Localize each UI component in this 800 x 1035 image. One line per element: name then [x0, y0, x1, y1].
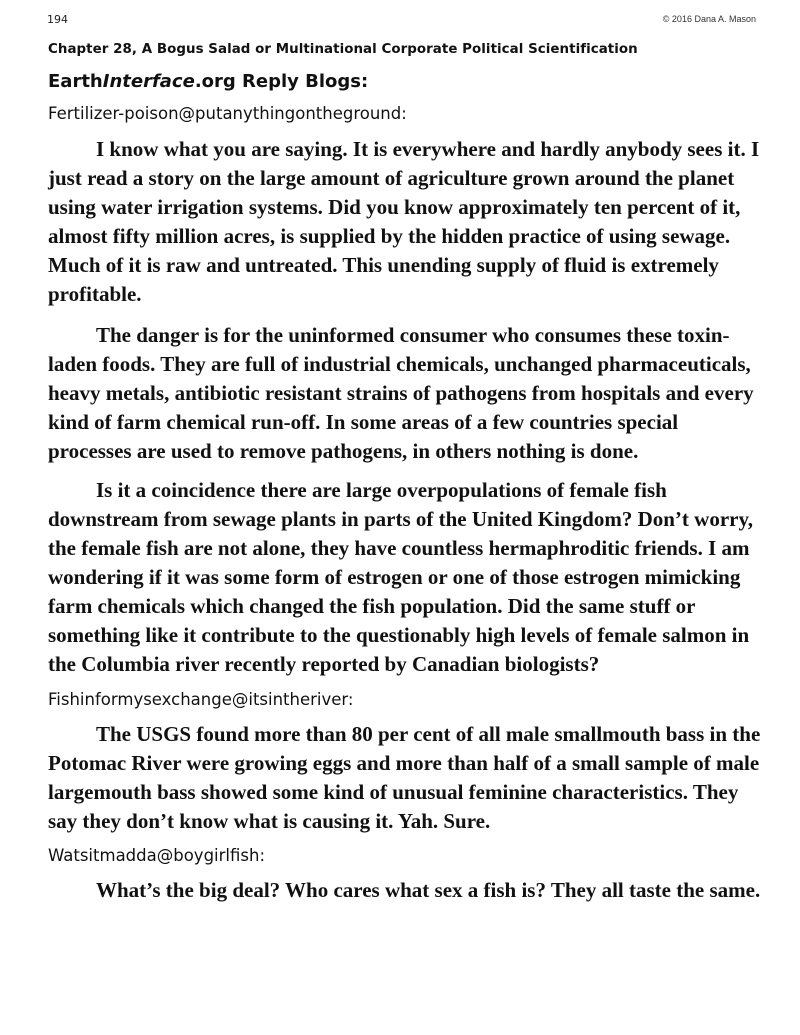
blog-title-prefix: Earth [48, 71, 103, 92]
reply-author: Watsitmadda@boygirlfish: [48, 846, 265, 865]
reply-paragraph: I know what you are saying. It is everywhere and hardly anybody sees it. I just read a story on the large amount of agriculture grown around the planet using water irrigation systems. Did you know approximately ten percent of it, almost fifty million acres, is supplied by the hidden practice of using sewage. Much of it is raw and untreated. This unending supply of fluid is extremely profitable. [48, 137, 760, 306]
reply-paragraph: The USGS found more than 80 per cent of all male smallmouth bass in the Potomac River were growing eggs and more than half of a small sample of male largemouth bass showed some kind of unusual feminine characteristics. They say they don’t know what is causing it. Yah. Sure. [48, 722, 761, 833]
reply-author: Fertilizer-poison@putanythingontheground: [48, 104, 407, 123]
blog-title-suffix: .org Reply Blogs: [194, 71, 369, 92]
reply-paragraph: The danger is for the uninformed consumer who consumes these toxin-laden foods. They are full of industrial chemicals, unchanged pharmaceuticals, heavy metals, antibiotic resistant strains of pathogens from hospitals and every kind of farm chemical run-off. In some areas of a few countries special processes are used to remove pathogens, in others nothing is done. [48, 323, 754, 463]
copyright-notice: © 2016 Dana A. Mason [662, 14, 756, 24]
reply-paragraph: Is it a coincidence there are large overpopulations of female fish downstream from sewage plants in parts of the United Kingdom? Don’t worry, the female fish are not alone, they have countless hermaphroditic friends. I am wondering if it was some form of estrogen or one of those estrogen mimicking farm chemicals which changed the fish population. Did the same stuff or something like it contribute to the questionably high levels of female salmon in the Columbia river recently reported by Canadian biologists? [48, 478, 754, 676]
blog-title-italic: Interface [102, 71, 195, 92]
chapter-title: Chapter 28, A Bogus Salad or Multinational Corporate Political Scientification [48, 42, 638, 57]
blog-replies [48, 101, 764, 905]
reply-author: Fishinformysexchange@itsintheriver: [48, 690, 354, 709]
blog-title [48, 71, 368, 92]
page-number: 194 [47, 13, 68, 26]
reply-paragraph: What’s the big deal? Who cares what sex a fish is? They all taste the same. [96, 878, 761, 902]
